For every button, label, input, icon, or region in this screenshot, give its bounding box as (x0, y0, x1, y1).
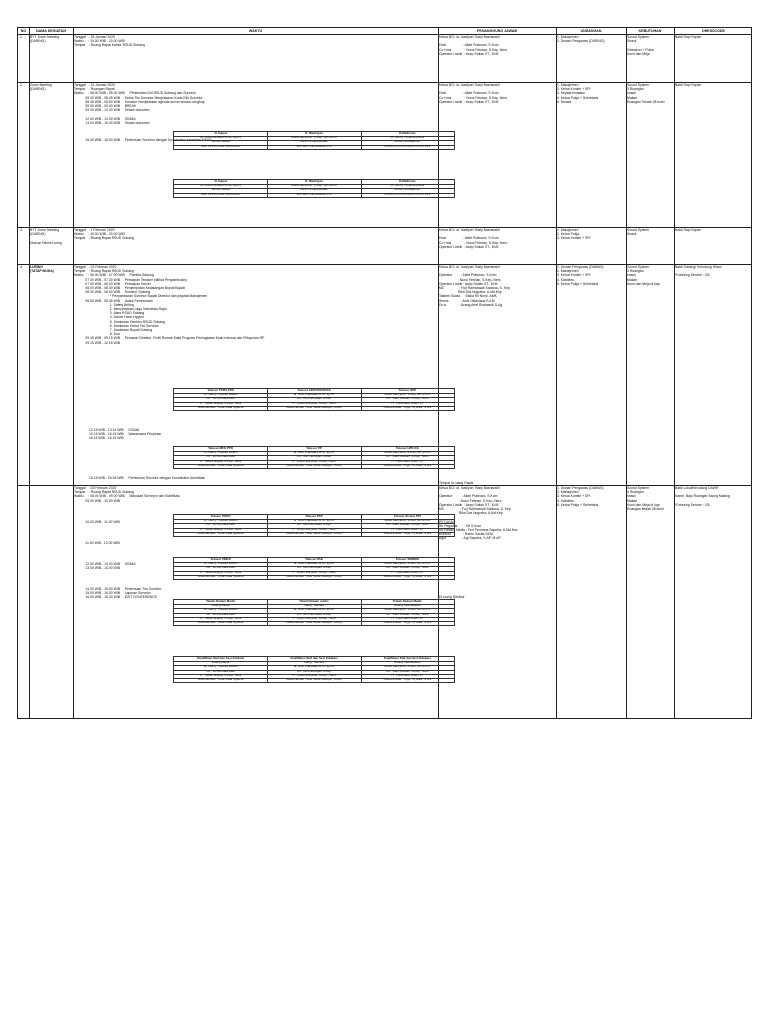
responsible-line: Operator : Alide Prabowo, S.Kom (439, 273, 497, 278)
dresscode-line: Name, Baju Ruangan Sacng Making (675, 494, 730, 499)
sub-table-cell: LO : Dani Rostiah ,S.Kep., Ners (386, 565, 429, 570)
sub-table-head: Telusur MFK,PPK (208, 446, 234, 450)
sub-table-cell: LO : Asri Nurdiyani S.Kep (296, 396, 331, 401)
schedule-line: Waktu : 19.00 WIB - 20.00 WIB (74, 39, 125, 44)
sub-table-cell: IT : Sandi Wijaya, S.Kep., Ners (200, 526, 242, 531)
dresscode-line: *Dressing Service : CB (675, 502, 710, 507)
invitation-line: 1. Manajemen (557, 83, 579, 87)
schedule-line: Tempat : Ruang Rapat RSUD Subang (74, 269, 134, 274)
responsible-line: Operator Listrik : Asep Sotian ST., M.M (439, 51, 499, 56)
sub-table-cell: Dr. Henry Triyanto MARS (203, 561, 238, 566)
schedule-line: 11.00 WIB - 12.00 WIB (74, 540, 120, 545)
sub-table-cell: AKP,PP,PAP,PAB,PROGNAS (201, 143, 241, 148)
responsible-line: Agut : Agi Saputra, S.AP, M.AP (439, 536, 501, 541)
responsible-line: MC : Fuji Rahmawati Sadiosa, S. Kep (439, 507, 511, 511)
sub-table-cell: AKP,PP,PAP,PAB,PROGNAS (201, 191, 241, 196)
invitation-line: 5. Ketua Pokja + Sekretaris (557, 281, 599, 286)
invitation-line: 3. Ketua Komite + SPI (557, 236, 591, 241)
sub-table-cell: LO : Iis Permata AMK (206, 565, 236, 570)
sub-table-cell: dr. Novi Pranadari M.M. Sp.KJ (200, 135, 241, 140)
sub-table-head: Telusur AKP,PROGNAS (297, 388, 331, 392)
column-divider (556, 28, 557, 718)
sub-table-cell: SKP,HPK,KE,SRMKM,PPI (296, 143, 332, 148)
responsible-line: Sense : Anis Oktaviana S.KM (439, 298, 495, 303)
sub-table-cell: dr. Novi Pranadari M.M. Sp.KJ (293, 607, 335, 612)
invitation-line: 4. Kasbites (557, 277, 574, 282)
schedule-line: Tempat : Ruang Rapat RSUD Subang (74, 236, 134, 241)
schedule-line: 6. Sambutan Ketua Tim Surveior (74, 323, 159, 328)
invitation-line: 1. Dewan Pengawas (DAWAS) (557, 486, 604, 490)
responsible-line: Runbon : Rabin Juwita SKM (439, 532, 493, 537)
schedule-line: 15.00 WIB - 16.00 WIB Laporan Surveior (74, 591, 151, 595)
schedule-line: 14.00 WIB - 15.00 WIB Pertemuan Tim Surveior (74, 586, 162, 591)
schedule-extra: 13.15 WIB - 16.15 WIB Wawancara Pimpinan (89, 432, 162, 436)
needs-line: Makan (627, 498, 638, 503)
responsible-line: Str Rekam Medis : Feri Permana Saputra, A.Md.Kes (439, 528, 518, 532)
schedule-line: 07.00 WIB - 07.30 WIB Persiapan Tenaker (dilihat Penyambutan) (74, 277, 187, 282)
sub-table-cell: Dokumentasi : Yogo Try Hadi, S.AN (383, 573, 431, 578)
schedule-line: 1. Safety Briting (74, 302, 134, 307)
sub-table-cell: IT : Nwn Hafiz Amel, ST (391, 400, 424, 405)
header-cell: DRESSCODE (702, 29, 725, 33)
event-name: BYT Zoom Meeting (30, 228, 60, 232)
needs-line: Sound System (627, 486, 650, 490)
sub-table-cell: Ruang Rapat (211, 660, 230, 665)
header-cell: UNDANGAN (580, 29, 602, 33)
event-name: (DARING) (30, 232, 46, 237)
sub-table-cell: Surveri Medis (211, 187, 230, 192)
sub-table-cell: Dokumentasi : Yogo Try Hadi, S.AN (383, 620, 431, 624)
sub-table-head: R. Madinyan (305, 131, 323, 135)
sub-table-head: Telusur PKPO (210, 514, 231, 518)
needs-line: Ruangan telaah 28 kursi (627, 507, 664, 511)
sub-table-cell: Dokumentasi : Moe Taufik Hidayat, S.Kep (286, 677, 342, 681)
sub-table-cell: Dr. Henry Triyanto MARS (203, 450, 238, 455)
schedule-extra: 16.15 WIB - 16.15 WIB (89, 436, 124, 440)
schedule-line: 13.00 WIB - 15.40 WIB Telaah dokumen (74, 120, 150, 125)
needs-line: Ruangan Telaah 28 kursi (627, 99, 665, 104)
responsible-line: Rika Dwi Nugraha, A.Md.Kep (439, 511, 503, 516)
sub-table-cell: IT : Nwn Hafiz Amel, ST (391, 672, 424, 677)
sub-table-cell: dr. Novi Pranadari M.M. Sp.KJ (293, 561, 335, 566)
column-divider (626, 28, 627, 718)
responsible-line: : Nurul Febrian, S.Kep.,Ners (439, 277, 501, 282)
responsible-line: Di ruang Direktur (439, 595, 465, 600)
sub-table-cell: Ruang Kpenawatan (394, 603, 421, 608)
schedule-line: Tanggal : 03 Februari 2020 (74, 486, 117, 490)
responsible-line: Ketua BCI: dr. Nadiyah Tsisty Basharahil (439, 265, 500, 269)
sub-table-cell: SKP,HPK,KE,SRMKM,PPI (296, 191, 332, 196)
sub-table-head: R. Rapat (214, 131, 227, 135)
needs-line: Sound System (627, 35, 650, 39)
schedule-line: 08.30 WIB - 08.45 WIB Ketua Tim Surveior Menjelaskan Kode Etik Surveior (74, 95, 203, 100)
column-divider (674, 28, 675, 718)
event-name: BYT Zoom Meeting (30, 35, 60, 39)
sub-table-head: Telusur HPK,KE (395, 446, 419, 450)
sub-table-head: Kualifikasi Staf dan Sesi Edukasi (383, 656, 431, 660)
responsible-line: Host : Alide Prabowo, S.Kom (439, 43, 499, 48)
sub-table-cell: Surveri Medis (211, 139, 230, 144)
sub-table-cell: Dokumentasi : Jihan Awal Syafera (197, 462, 244, 467)
schedule-line: 5. Sambutan Direktur RSUD Subang (74, 319, 166, 324)
sub-table (173, 179, 455, 198)
sub-table-cell: Dokumentasi : Yogo Try Hadi, S.AN (383, 462, 431, 467)
sub-table-cell: LO : Asri Nurdiyani S.Kep (296, 565, 331, 570)
sub-table (173, 446, 455, 469)
schedule-line: 3. Mars RSUD Subang (74, 311, 145, 316)
responsible-line: Operator Listrik : Asep Sotian ST., M.M (439, 281, 498, 286)
sub-table-head: Telaah Rekam medis (299, 599, 329, 603)
invitation-line: 2. Ketua Pokja (557, 232, 580, 237)
sub-table-head: R. Madinyan (305, 179, 323, 183)
schedule-line: 4. Dance Hand Hygine (74, 315, 144, 320)
schedule-line: 2. Menyanyikan Lagu Indonesia Raya (74, 307, 167, 311)
sub-table-cell: Dr. Henry Triyanto MARS (203, 664, 238, 669)
responsible-line: Host : Alide Prabowo, S.Kom (439, 236, 499, 241)
invitation-line: 3. Kepala Instalasi (557, 91, 585, 96)
needs-line: Kursi dan Meja (627, 51, 650, 56)
sub-table-cell: IT : Sandi Wijaya, S.Kep., Ners (200, 458, 242, 463)
sub-table-cell: Dr. Henry Triyanto,MARS (390, 135, 425, 140)
schedule-extra: Tempat di ruang Rapat (439, 481, 474, 485)
sub-table-cell: LO : Dani Rostiah ,S.Kep., Ners (386, 396, 429, 401)
needs-line: snack (627, 273, 636, 278)
schedule-line: 09.45 WIB - 09.15 WIB Pemaran Direktur Profil Rumah Sakit Program Peningkatan Mutu Internal dan Pelaporan RP (74, 336, 265, 341)
invitation-line: 1. Dewan Pengawas (DAWAS) (557, 265, 604, 269)
invitation-line: 3. Ketua Komite + SPI (557, 273, 591, 278)
responsible-line: PETUGAS (439, 519, 456, 524)
sub-table-cell: Dr. Henry Triyanto MARS (203, 607, 238, 612)
sub-table-cell: IT : Ryan Sloryanu, S.Kep., Ners (292, 569, 336, 574)
event-name: (DARING) (30, 87, 46, 92)
sub-table-cell: IT : Nwn Hafiz Amel, ST (391, 458, 424, 463)
sub-table-cell: Dokumentasi : Jihan Awal Syafera (197, 404, 244, 409)
row-number: 3. (20, 228, 23, 232)
sub-table-cell: IT : Ryan Sloryanu, S.Kep., Ners (292, 458, 336, 463)
sub-table-cell: Taufik Hariyanto, S.Kep.,Ns.,M.A.P (384, 518, 431, 523)
sub-table-cell: Dokumentasi : Yogo Try Hadi, S.AN (383, 404, 431, 409)
header-cell: NAMA KEGIATAN (36, 29, 66, 33)
schedule-line: 7. Sambutan Bupati Subang (74, 328, 153, 332)
responsible-line: : Nurul Febrian, S.Kep.,Ners (439, 498, 502, 503)
responsible-line: Rika Dwi Nugraha, A.Md.Kep (439, 290, 502, 295)
schedule-line: 8. Doa (74, 332, 120, 337)
sub-table-cell: IT : Nwn Hafiz Amel, ST (391, 569, 424, 574)
invitation-line: 1. Manajemen (557, 35, 579, 39)
sub-table-cell: Surveri Keperawatan (299, 187, 328, 192)
sub-table-cell: TKRS,KPS,PMKP,MFK,PKPO,PPK (383, 191, 431, 196)
row-number: 1. (20, 35, 23, 39)
invitation-line: 2. Manajemen (557, 490, 579, 495)
sub-table-cell: Dokumentasi : Moe Taufik Hidayat, S.Kep (286, 573, 342, 578)
sub-table-head: Telusur PMKP (210, 557, 231, 561)
sub-table-head: Telaah Rekam Medis (392, 599, 422, 603)
dresscode-line: Batik Rapi Sopan (675, 228, 702, 232)
schedule-table (17, 27, 752, 719)
schedule-line: Waktu : 08.00 WIB - 09.00 WIB Masukan Surveyor dan Klarifikasi (74, 494, 180, 499)
needs-line: Videotron + Pulsa (627, 47, 654, 52)
sub-table-cell: Dokumentasi : Moe Taufik Hidayat, S.Kep (286, 404, 342, 409)
invitation-line: 5. Dewas (557, 99, 572, 104)
schedule-line: 10.00 WIB - 11.00 WIB (74, 519, 120, 524)
invitation-line: 4. Kasbites (557, 498, 574, 503)
needs-line: 3 Ruangan (627, 269, 644, 274)
sub-table-cell: Dokumentasi : Moe Taufik Hidayat, S.Kep (286, 530, 342, 535)
sub-table-cell: IT : Sandi Wijaya, S.Kep., Ners (200, 615, 242, 620)
header-cell: NO (20, 29, 27, 33)
sub-table-cell: LO : Asri Nurdiyani S.Kep (296, 668, 331, 673)
sub-table-cell: Dr. Henry Triyanto MARS (203, 518, 238, 523)
schedule-line: Tempat : Ruang Rapat RSUD Subang (74, 490, 134, 495)
needs-line: Sound System (627, 228, 650, 232)
schedule-line: 08.30 WIB - 08.50 WIB Surveior Gabung (74, 290, 151, 295)
sub-table-cell: Dokumentasi : Jihan Awal Syafera (197, 573, 244, 578)
sub-table-cell: ruang. Yasmed (303, 660, 325, 665)
sub-table-cell: Dokumentasi : Jihan Awal Syafera (197, 620, 244, 624)
sub-table-cell: Ruang Rapat (211, 603, 230, 608)
schedule-line: 09.00 WIB - 12.00 WIB Telaah dokumen (74, 108, 150, 113)
responsible-line: Host : Alide Prabowo, S.Kom (439, 91, 499, 96)
responsible-line: Ketua BCI: dr. Nadiyah Tsisty Basharahil (439, 83, 500, 87)
schedule-line: 15.40 WIB - 16.00 WIB Pertemuan Surveior dengan Koordinator Akreditasi RSUD (74, 137, 212, 142)
sub-table-cell: Dokumentasi : Yogo Try Hadi, S.AN (383, 530, 431, 535)
sub-table-cell: Taufik Hariyanto, S.Kep.,Ns.,M.A.P (384, 561, 431, 566)
sub-table-cell: IT : Ryan Sloryanu, S.Kep., Ners (292, 400, 336, 405)
sub-table (173, 557, 455, 580)
sub-table-cell: TKRS,KPS,PMKP,MFK,PKPO,PPK (383, 143, 431, 148)
invitation-line: 3. Ketua Komite + SPI (557, 494, 591, 499)
sub-table-cell: Dr. Henry Triyanto,MARS (390, 183, 425, 188)
header-cell: KEBUTUHAN (638, 29, 662, 33)
responsible-line: Operator Listrik : Asep Sotian ST., M.M (439, 99, 499, 104)
sub-table-cell: LO : Iis Permata AMK (206, 396, 236, 401)
sub-table-cell: ruang. Yasmed (303, 603, 325, 608)
invitation-line: 1. Manajemen (557, 228, 579, 232)
responsible-line: MC : Fuji Rahmawati Sadiosa, S. Kep (439, 286, 510, 290)
schedule-line: 13.00 WIB - 14.00 WIB (74, 565, 120, 570)
sub-table-cell: LO : Iis Permata AMK (206, 522, 236, 527)
sub-table-cell: Surveri Keperawatan (299, 139, 328, 144)
sub-table-cell: Dokumentasi : Jihan Awal Syafera (197, 530, 244, 535)
sub-table (173, 656, 455, 683)
responsible-line: Ketua BCI: dr. Nadiyah Tsisty Basharahil (439, 35, 500, 39)
invitation-line: 5. Ketua Pokja + Sekretaris (557, 502, 599, 507)
sub-table (173, 131, 455, 150)
needs-line: Makan (627, 277, 638, 282)
responsible-line: Co Host : Nurul Febrian, S.Kep.,Ners (439, 47, 508, 52)
schedule-line: 08.50 WIB - 09.00 WIB BREAK (74, 104, 137, 108)
schedule-line: Waktu : 06.30 WIB - 07.00 WIB Pamitia Gabung (74, 273, 154, 278)
dresscode-line: *Dressing Service : CB (675, 273, 710, 278)
header-cell: PENANGGUNG JAWAB (477, 29, 517, 33)
needs-line: Sound System (627, 265, 650, 269)
sub-table-cell: Dokumentasi : Moe Taufik Hidayat, S.Kep (286, 620, 342, 624)
schedule-line: * Penyambutan Surveior Bupati Direktur dan pejabat Manajemen (74, 294, 208, 299)
responsible-line: Operator Listrik : Asep Sotian ST., M.M (439, 502, 499, 507)
sub-table-cell: LO : Iis Permata AMK (206, 454, 236, 459)
sub-table-cell: LO : Dani Rostiah ,S.Kep., Ners (386, 522, 429, 527)
sub-table-head: Telusur SKP (398, 388, 417, 392)
sub-table (173, 388, 455, 411)
sub-table-cell: dr. Novi Pranadari M.M. Sp.KJ (293, 664, 335, 669)
sub-table-cell: dr. Novi Pranadari M.M. Sp.KJ (200, 183, 241, 188)
sub-table-cell: Dokumentasi : Jihan Awal Syafera (197, 677, 244, 681)
schedule-line: Tanggal : 31 Januari 2020 (74, 83, 115, 87)
sub-table-cell: IT : Sandi Wijaya, S.Kep., Ners (200, 569, 242, 574)
sub-table-cell: Ruang Kpenawatan (394, 660, 421, 665)
sub-table-cell: LO : Dani Rostiah ,S.Kep., Ners (386, 454, 429, 459)
needs-line: snack (627, 91, 636, 96)
sub-table-cell: Taufik Hariyanto, S.Kep.,Ns.,M.A.P (384, 450, 431, 455)
responsible-line: Do'a : Acang Arief Ruswandi S.Ag (439, 302, 503, 307)
column-divider (73, 28, 74, 718)
dresscode-line: Batik Subang/ Kerudung Hitam (675, 265, 722, 269)
invitation-line: 2. Dewan Pengawas (DARING) (557, 39, 605, 44)
schedule-line: 16.00 WIB - 16.30 WIB EXIT CONFERENCE (74, 595, 157, 600)
sub-table (173, 514, 455, 537)
needs-line: Kursi dan Meja di kap (627, 281, 660, 286)
schedule-line: Waktu : 08.00 WIB - 08.30 WIB Perkenalan Diri RSUD Subang dan Surveior (74, 91, 196, 96)
sub-table-cell: Surveri Manajemen (394, 139, 421, 144)
schedule-line: 09.15 WIB - 12.15 WIB (74, 340, 120, 345)
sub-table-cell: LO : Asri Nurdiyani S.Kep (296, 611, 331, 616)
event-name: Zoom Meeting (30, 83, 52, 87)
dresscode-line: Batik Lokal/Kerudung DAWR (675, 486, 719, 490)
row-number: 4. (20, 265, 23, 269)
responsible-line: Co Host : Nurul Febrian, S.Kep.,Ners (439, 240, 508, 245)
sub-table-cell: LO : Asri Nurdiyani S.Kep (296, 522, 331, 527)
responsible-line: Tasbeh Suara : Siska Sri Nuryi, AMK (439, 294, 497, 299)
sub-table-cell: LO : Asri Nurdiyani S.Kep (296, 454, 331, 459)
schedule-line: 12.00 WIB - 13.00 WIB ISOMA (74, 116, 136, 121)
row-number: 2. (20, 83, 23, 87)
schedule-line: Tempat : Ruang Rapat Kantor RSUD Subang (74, 43, 145, 48)
schedule-line: 07.30 WIB - 08.00 WIB Persiapan Survei (74, 281, 151, 286)
responsible-line: Co Host : Nurul Febrian, S.Kep.,Ners (439, 95, 508, 100)
schedule-line: Tanggal : 02 Februari 2020 (74, 265, 117, 269)
sub-table-cell: IT : Sandi Wijaya, S.Kep., Ners (200, 400, 242, 405)
sub-table (173, 599, 455, 626)
sub-table-cell: dr. Novi Pranadari M.M. Sp.KJ (293, 518, 335, 523)
schedule-line: 08.50 WIB - 09.45 WIB Acara Pembukaan (74, 298, 153, 303)
sub-table-cell: Surveri Manajemen (394, 187, 421, 192)
sub-table-cell: Dr. Henry Triyanto MARS (203, 392, 238, 397)
schedule-line: Tempat : Ruangan Rapat (74, 87, 115, 92)
responsible-line: Ketua BCI: dr. Nadiyah Tsisty Basharahil (439, 486, 500, 490)
sub-table-head: Telusur SRMKM (395, 557, 419, 561)
sub-table-head: Telusur PP (306, 446, 322, 450)
needs-line: Kursi dan Meja di kap (627, 502, 660, 507)
sub-table-cell: LO : Dani Rostiah ,S.Kep., Ners (386, 611, 429, 616)
sub-table-cell: Taufik Hariyanto, S.Kep.,Ns.,M.A.P (384, 607, 431, 612)
schedule-line: 08.00 WIB - 08.30 WIB Penjemputan Kedatangan Bupati Bupati (74, 286, 186, 290)
invitation-line: 2. Manajemen (557, 269, 579, 274)
sub-table-cell: LO : Iis Permata AMK (206, 668, 236, 673)
sub-table-cell: dr. Novi Pranadari M.M. Sp.KJ (293, 392, 335, 397)
needs-line: Snack (627, 39, 637, 44)
table-header (18, 28, 751, 35)
schedule-extra: 16.15 WIB - 16.35 WIB Pertemuan Surveior dengan Koordinator Akreditasi (89, 476, 205, 480)
responsible-line: Operator : Alide Prabowo, S.Kom (439, 494, 498, 499)
schedule-line: 08.45 WIB - 08.50 WIB Surveior menjelaskan agenda survei secara Lengkap (74, 99, 205, 104)
sub-table-cell: Taufik Hariyanto, S.Kep.,Ns.,M.A.P (384, 392, 431, 397)
sub-table-cell: LO : Dani Rostiah ,S.Kep., Ners (386, 668, 429, 673)
needs-line: Snack (627, 232, 637, 237)
needs-line: snack (627, 494, 636, 499)
sub-table-cell: IT : Ryan Sloryanu, S.Kep., Ners (292, 615, 336, 620)
invitation-line: 4. Ketua Pokja + Sekretaris (557, 95, 599, 100)
event-name: Diskusi Teknis Luring (30, 240, 62, 245)
dresscode-line: Batik Rapi Sopan (675, 35, 702, 39)
sub-table-head: R. Rapat (214, 179, 227, 183)
sub-table-cell: IT : Ryan Sloryanu, S.Kep., Ners (292, 526, 336, 531)
event-name: LURING (30, 265, 43, 269)
sub-table-cell: Dokumentasi : Moe Taufik Hidayat, S.Kep (286, 462, 342, 467)
schedule-extra: 12.15 WIB - 13.15 WIB ISOMA (89, 428, 140, 432)
sub-table-head: R.Madinum (399, 131, 416, 135)
schedule-line: Waktu : 19.00 WIB - 20.00 WIB (74, 232, 125, 237)
sub-table-cell: IT : Nwn Hafiz Amel, ST (391, 615, 424, 620)
sub-table-head: Telusur TKRS,KPS (207, 388, 234, 392)
sub-table-head: Telusur Sistem PPI (393, 514, 421, 518)
event-name: (DARING) (30, 39, 46, 44)
responsible-line: Operator Listrik : Asep Sotian ST., M.M (439, 244, 499, 249)
sub-table-head: Telaah Rekam Medis (206, 599, 236, 603)
sub-table-head: Kualifikasi Staf dan Sesi Edukasi (197, 656, 245, 660)
schedule-line: Tanggal : 1 Februari 2020 (74, 228, 115, 232)
sub-table-head: Telusur PAB (305, 557, 323, 561)
sub-table-cell: Taufik Hariyanto, S.Kep.,Ns.,M.A.P (290, 183, 338, 188)
header-cell: WAKTU (248, 29, 263, 33)
needs-line: Sound System (627, 83, 650, 87)
schedule-line: 12.00 WIB - 13.00 WIB ISOMA (74, 561, 136, 566)
sub-table-cell: IT : Nwn Hafiz Amel, ST (391, 526, 424, 531)
sub-table-cell: Taufik Hariyanto, S.Kep.,Ns.,M.A.P (384, 664, 431, 669)
sub-table-cell: LO : Iis Permata AMK (206, 611, 236, 616)
schedule-line: 09.00 WIB - 10.00 WIB (74, 498, 120, 503)
sub-table-head: Telusur PAP (305, 514, 323, 518)
sub-table-cell: dr. Novi Pranadari M.M. Sp.KJ (293, 450, 335, 455)
sub-table-cell: IT : Ryan Sloryanu, S.Kep., Ners (292, 672, 336, 677)
sub-table-head: Kualifikasi Staf dan Sesi Edukasi (290, 656, 338, 660)
column-divider (29, 28, 30, 718)
sub-table-cell: Taufik Hariyanto, S.Kep.,Ns.,M.A.P (290, 135, 338, 140)
dresscode-line: Batik Rapi Sopan (675, 83, 702, 87)
invitation-line: 2. Ketua Komite + SPI (557, 87, 591, 92)
sub-table-cell: Dokumentasi : Yogo Try Hadi, S.AN (383, 677, 431, 681)
needs-line: 3 Ruangan (627, 87, 644, 92)
schedule-line: Tanggal : 28 Januari 2020 (74, 35, 115, 39)
responsible-line: Str Pegawai : Titi S.Kom (439, 523, 482, 528)
sub-table-cell: IT : Sandi Wijaya, S.Kep., Ners (200, 672, 242, 677)
needs-line: Makan (627, 95, 638, 100)
event-name: (TATAP MUKA) (30, 269, 54, 274)
needs-line: 3 Ruangan (627, 490, 644, 495)
sub-table-head: R.Madinum (399, 179, 416, 183)
responsible-line: Ketua BCI: dr. Nadiyah Tsisty Basharahil (439, 228, 500, 232)
